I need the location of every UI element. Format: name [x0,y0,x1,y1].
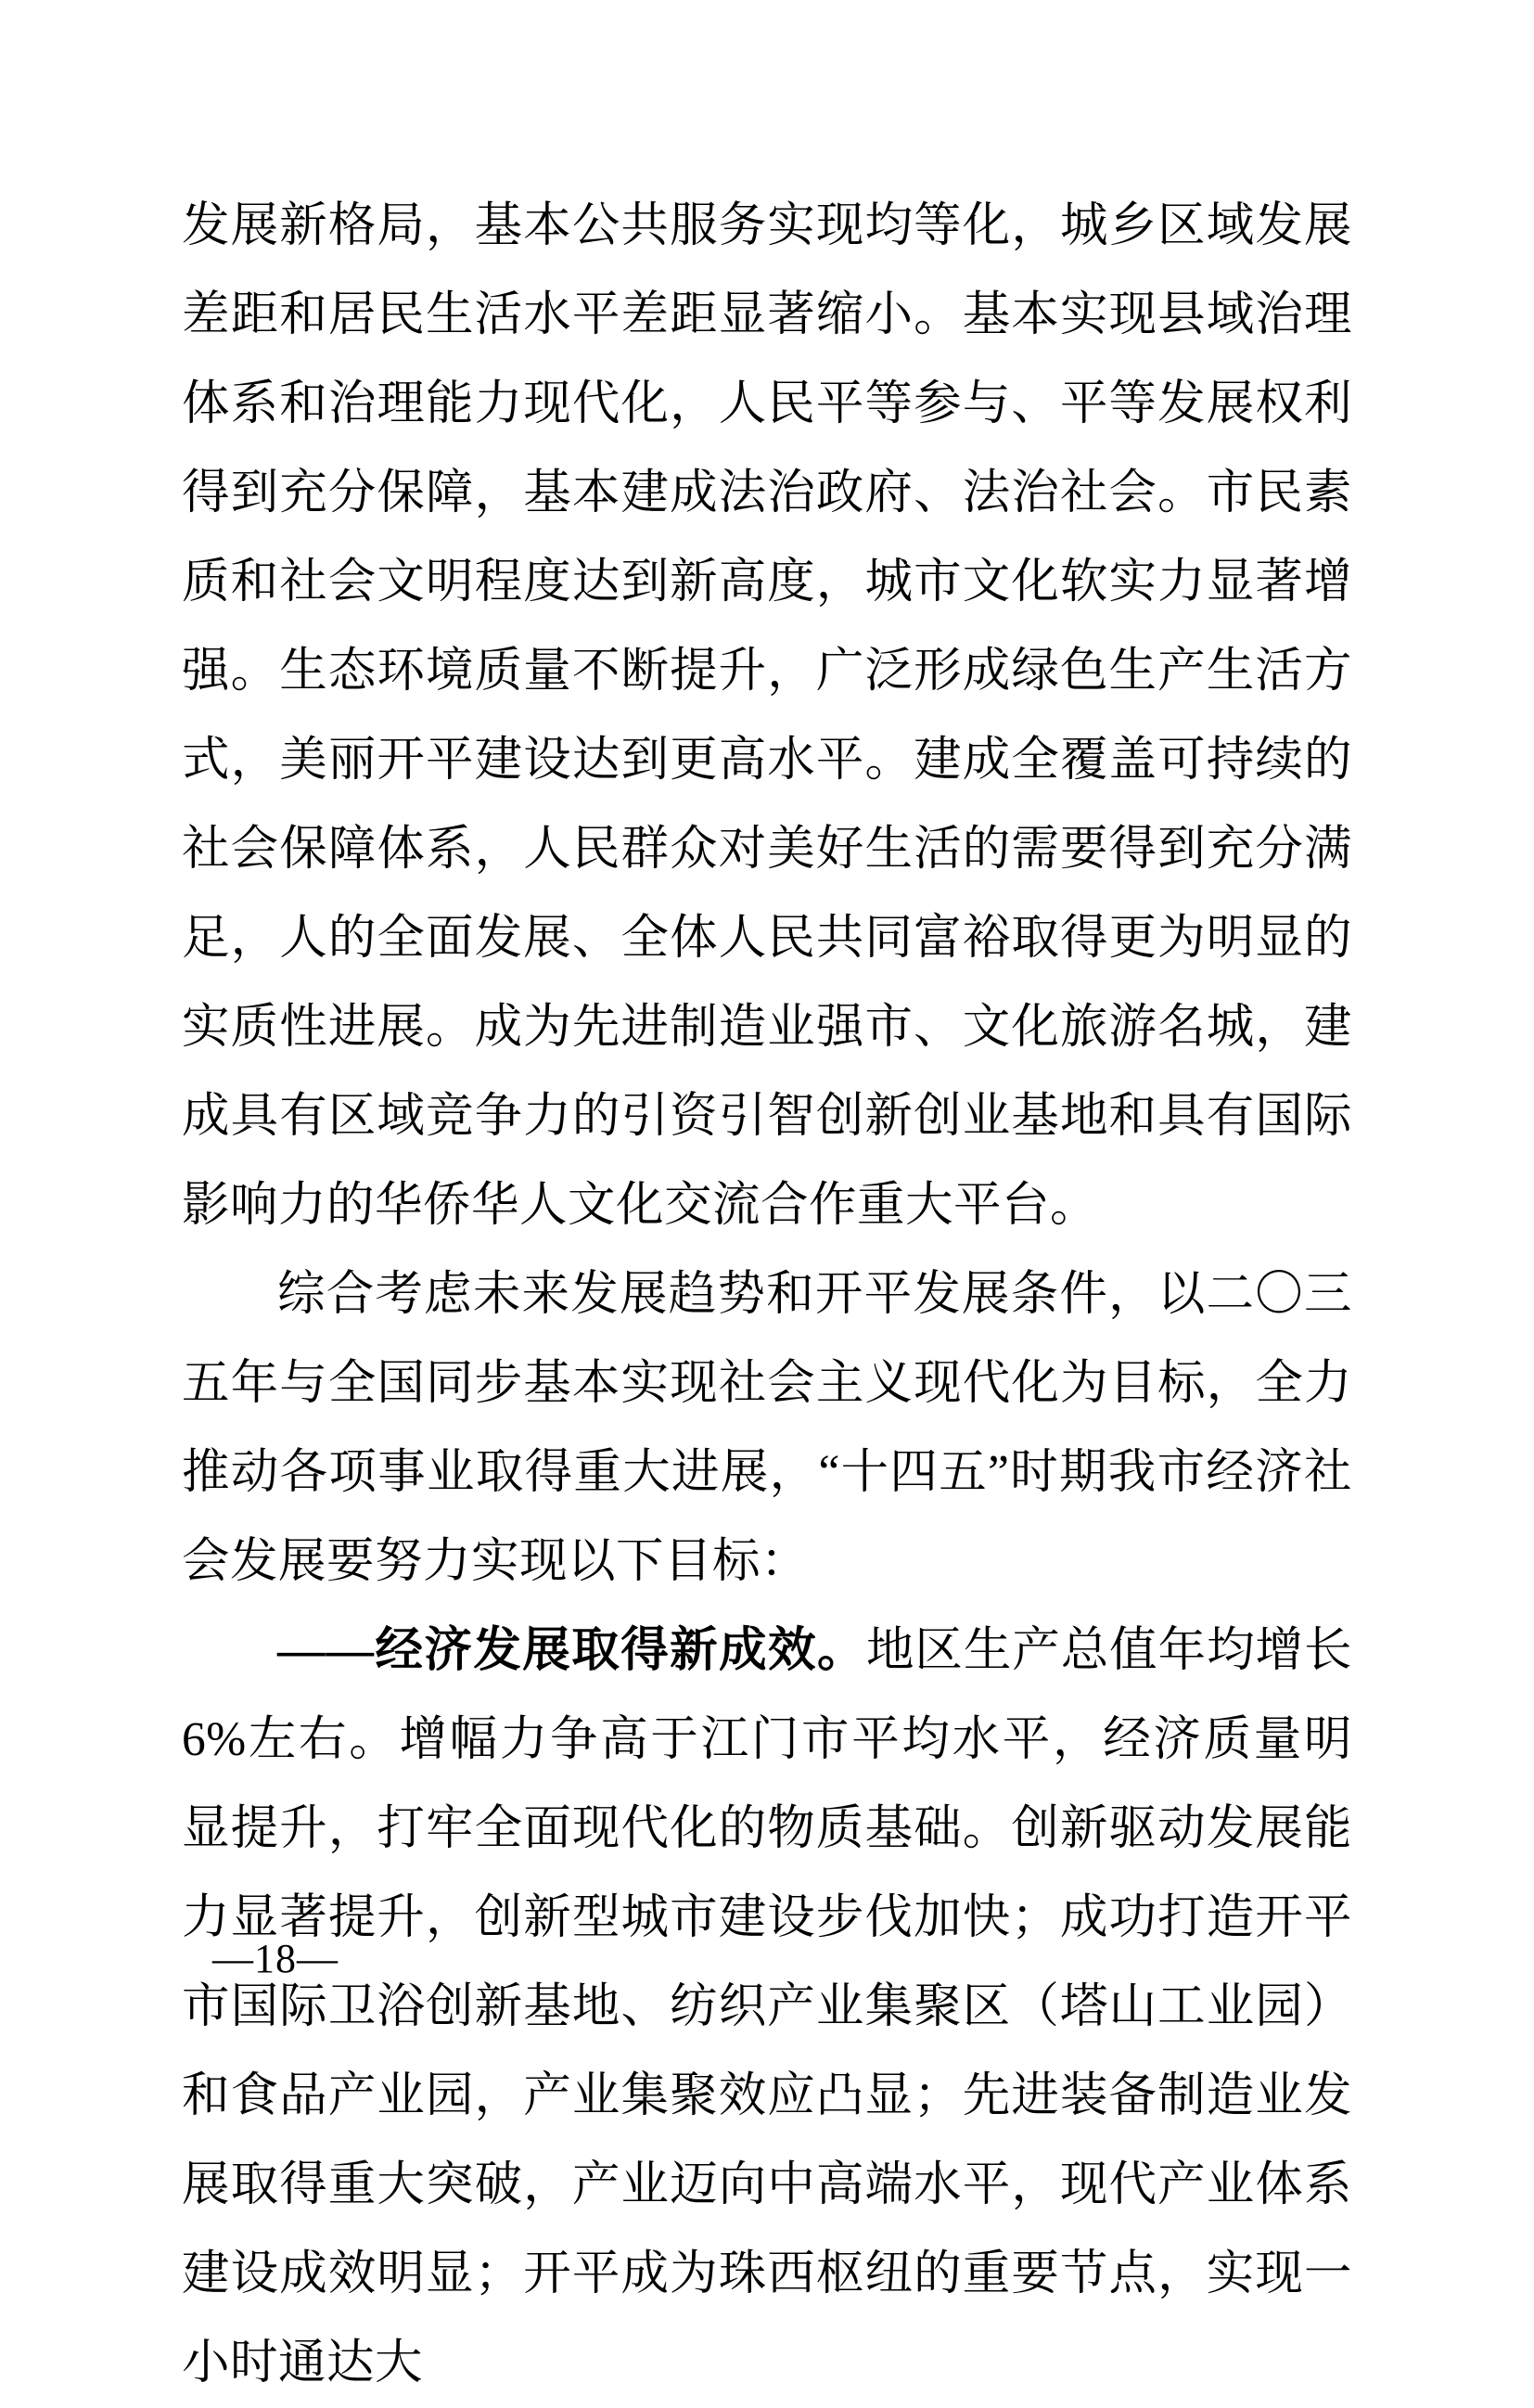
body-paragraph-2: 综合考虑未来发展趋势和开平发展条件，以二〇三五年与全国同步基本实现社会主义现代化为目标，全力推动各项事业取得重大进展，“十四五”时期我市经济社会发展要努力实现以下目标： [182,1268,1352,1588]
body-paragraph-1: 发展新格局，基本公共服务实现均等化，城乡区域发展差距和居民生活水平差距显著缩小。基本实现县域治理体系和治理能力现代化，人民平等参与、平等发展权利得到充分保障，基本建成法治政府、法治社会。市民素质和社会文明程度达到新高度，城市文化软实力显著增强。生态环境质量不断提升，广泛形成绿色生产生活方式，美丽开平建设达到更高水平。建成全覆盖可持续的社会保障体系，人民群众对美好生活的需要得到充分满足，人的全面发展、全体人民共同富裕取得更为明显的实质性进展。成为先进制造业强市、文化旅游名城，建成具有区域竞争力的引资引智创新创业基地和具有国际影响力的华侨华人文化交流合作重大平台。 [182,199,1352,1232]
paragraph-3-lead-heading: ——经济发展取得新成效。 [277,1624,866,1677]
page-number: —18— [212,1936,339,1981]
page-text-area [182,182,1352,2408]
paragraph-3-body-text: 地区生产总值年均增长 6%左右。增幅力争高于江门市平均水平，经济质量明显提升，打牢全面现代化的物质基础。创新驱动发展能力显著提升，创新型城市建设步伐加快；成功打造开平市国际卫浴创新基地、纺织产业集聚区（塔山工业园）和食品产业园，产业集聚效应凸显；先进装备制造业发展取得重大突破，产业迈向中高端水平，现代产业体系建设成效明显；开平成为珠西枢纽的重要节点，实现一小时通达大 [182,1624,1352,2389]
page-footer [0,1935,1534,1982]
body-paragraph-3 [182,1607,1352,2408]
